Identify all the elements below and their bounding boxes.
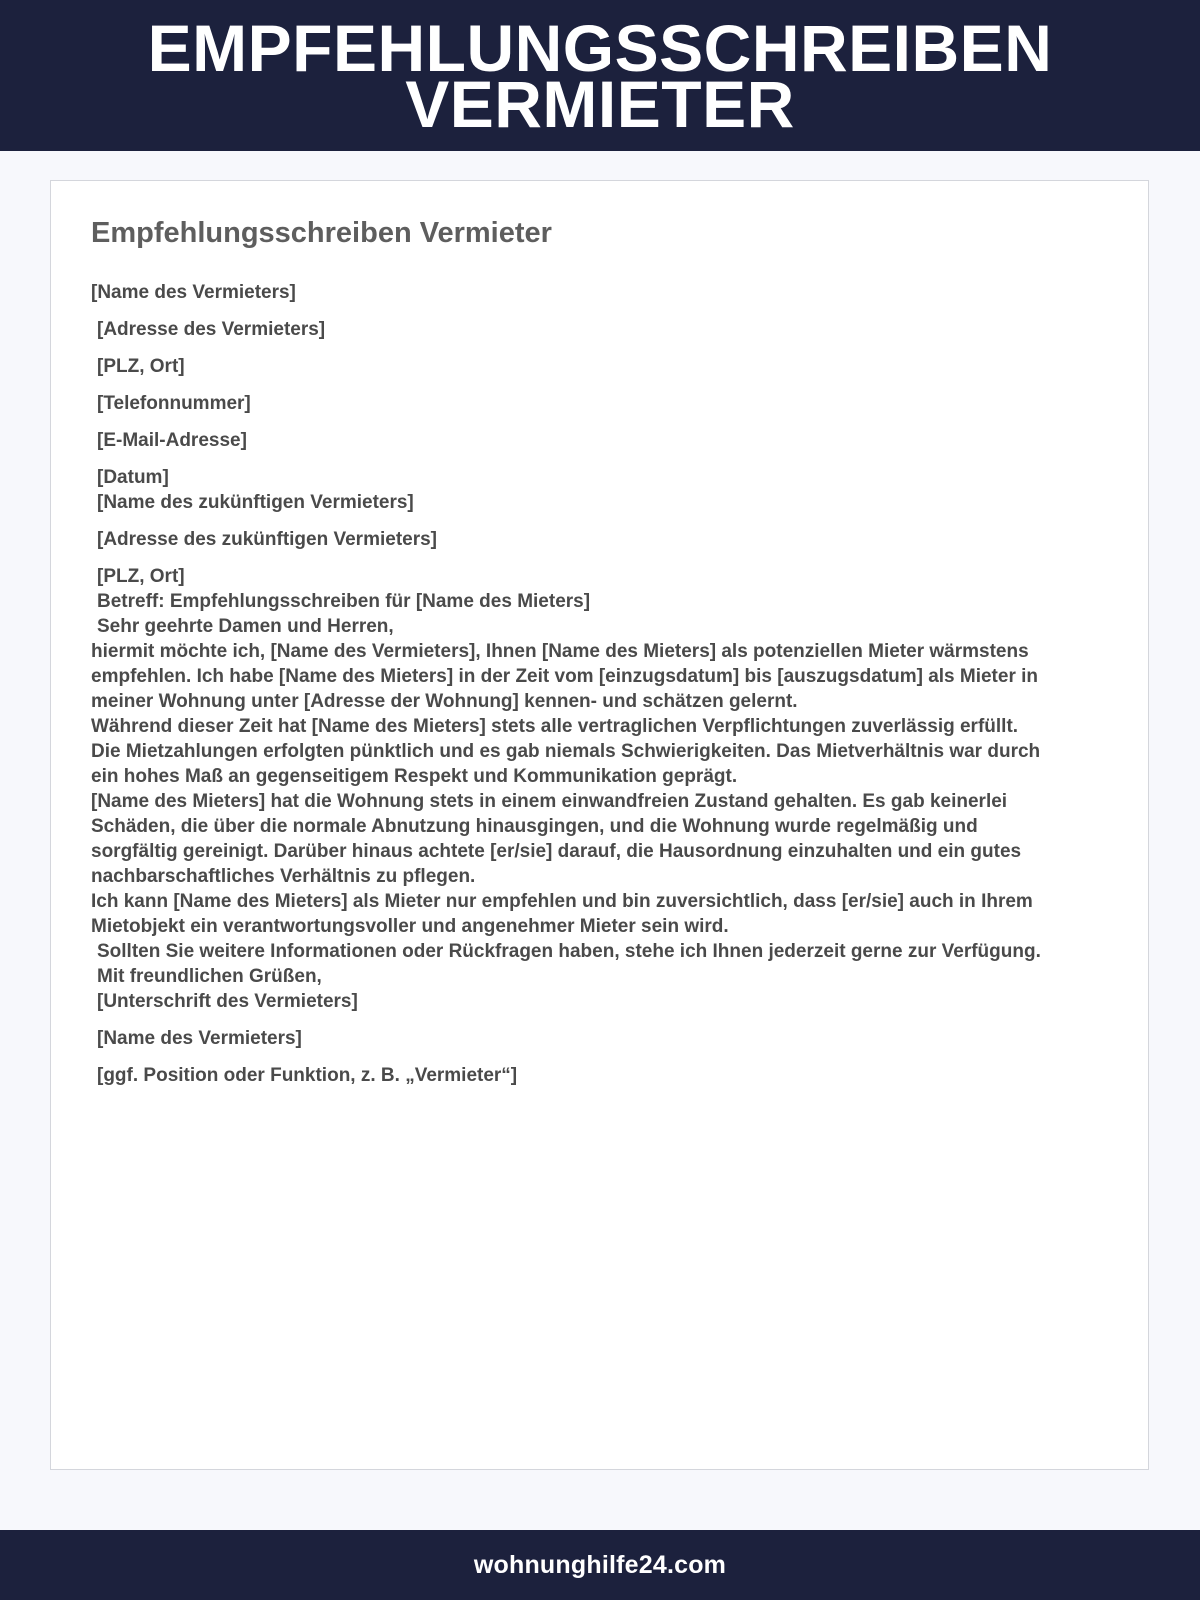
paragraph-line: meiner Wohnung unter [Adresse der Wohnung] kennen- und schätzen gelernt. — [91, 691, 798, 712]
banner-title-line-1: EMPFEHLUNGSSCHREIBEN — [147, 10, 1053, 85]
paragraph-line: sorgfältig gereinigt. Darüber hinaus achtete [er/sie] darauf, die Hausordnung einzuhalten und ein gutes — [91, 841, 1022, 862]
letter-date: [Datum] — [97, 467, 169, 488]
sender-address: [Adresse des Vermieters] — [97, 319, 326, 340]
signer-position: [ggf. Position oder Funktion, z. B. „Vermieter“] — [97, 1065, 518, 1086]
banner-title-line-2: VERMIETER — [405, 66, 795, 141]
letter-body — [91, 280, 1111, 1088]
paragraph-line: Die Mietzahlungen erfolgten pünktlich und es gab niemals Schwierigkeiten. Das Mietverhältnis war durch — [91, 741, 1041, 762]
paragraph-line: nachbarschaftliches Verhältnis zu pflegen. — [91, 866, 476, 887]
site-name: wohnunghilfe24.com — [473, 1550, 727, 1579]
paragraph-line: hiermit möchte ich, [Name des Vermieters], Ihnen [Name des Mieters] als potenziellen Mieter wärmstens — [91, 641, 1029, 662]
letter-document — [50, 180, 1149, 1470]
paragraph-line: Während dieser Zeit hat [Name des Mieters] stets alle vertraglichen Verpflichtungen zuverlässig erfüllt. — [91, 716, 1019, 737]
paragraph-line: [Name des Mieters] hat die Wohnung stets in einem einwandfreien Zustand gehalten. Es gab keinerlei — [91, 791, 1008, 812]
recipient-name: [Name des zukünftigen Vermieters] — [97, 492, 414, 513]
signer-name: [Name des Vermieters] — [97, 1028, 302, 1049]
paragraph-line: ein hohes Maß an gegenseitigem Respekt und Kommunikation geprägt. — [91, 766, 738, 787]
salutation: Sehr geehrte Damen und Herren, — [97, 616, 394, 637]
closing-greeting: Mit freundlichen Grüßen, — [97, 966, 322, 987]
paragraph-line: empfehlen. Ich habe [Name des Mieters] in der Zeit vom [einzugsdatum] bis [auszugsdatum] als Mieter in — [91, 666, 1039, 687]
paragraph-line: Schäden, die über die normale Abnutzung hinausgingen, und die Wohnung wurde regelmäßig und — [91, 816, 978, 837]
paragraph-line: Ich kann [Name des Mieters] als Mieter nur empfehlen und bin zuversichtlich, dass [er/sie] auch in Ihrem — [91, 891, 1033, 912]
sender-postcode-city: [PLZ, Ort] — [97, 356, 185, 377]
sender-name: [Name des Vermieters] — [91, 282, 296, 303]
document-title: Empfehlungsschreiben Vermieter — [91, 217, 552, 249]
header-banner — [0, 0, 1200, 151]
footer-banner — [0, 1530, 1200, 1600]
closing-offer: Sollten Sie weitere Informationen oder Rückfragen haben, stehe ich Ihnen jederzeit gerne zur Verfügung. — [97, 941, 1041, 962]
sender-email: [E-Mail-Adresse] — [97, 430, 247, 451]
recipient-postcode-city: [PLZ, Ort] — [97, 566, 185, 587]
subject-line: Betreff: Empfehlungsschreiben für [Name des Mieters] — [97, 591, 591, 612]
paragraph-line: Mietobjekt ein verantwortungsvoller und angenehmer Mieter sein wird. — [91, 916, 729, 937]
signature-placeholder: [Unterschrift des Vermieters] — [97, 991, 358, 1012]
sender-phone: [Telefonnummer] — [97, 393, 251, 414]
recipient-address: [Adresse des zukünftigen Vermieters] — [97, 529, 437, 550]
